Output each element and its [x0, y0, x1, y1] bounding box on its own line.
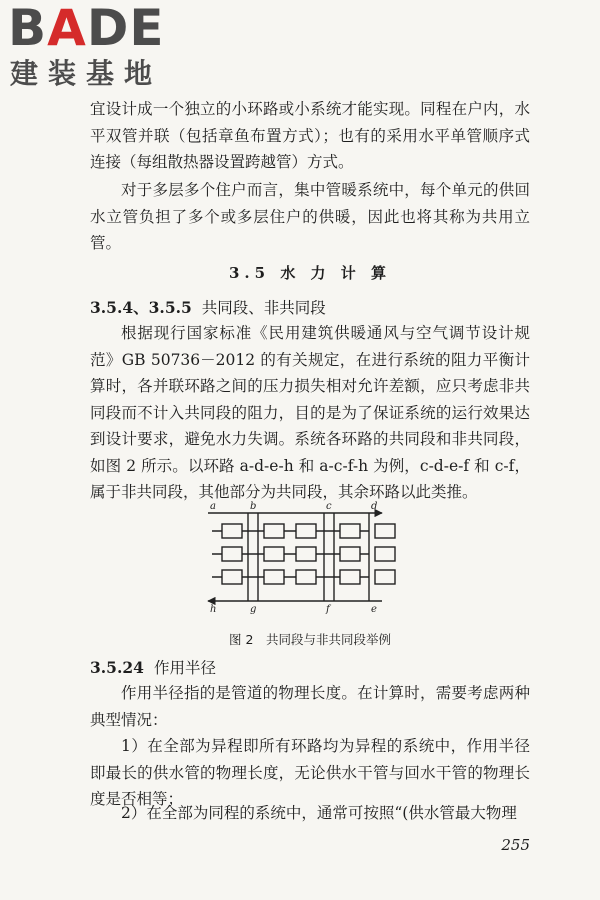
list-item-2: 2）在全部为同程的系统中，通常可按照“(供水管最大物理: [121, 804, 517, 822]
pipe-loop-diagram: [200, 497, 400, 615]
radiator: [264, 547, 284, 561]
section-number: 3.5: [228, 264, 271, 282]
radiator: [340, 547, 360, 561]
radiator: [375, 547, 395, 561]
clause-body-3-5-4: 根据现行国家标准《民用建筑供暖通风与空气调节设计规范》GB 50736－2012 的有关规定，在进行系统的阻力平衡计算时，各并联环路之间的压力损失相对允许差额，应只考虑非共同段而不计入共同段的阻力，目的是为了保证系统的运行效果达到设计要求，避免水力失调。系统各环路的共同段和非共同段，如图 2 所示。以环路 a-d-e-h 和 a-c-f-h 为例，c-d-e-f 和 c-f，属于非共同段，其他部分为共同段，其余环路以此类推。: [90, 324, 530, 501]
radiator: [340, 570, 360, 584]
radiator: [222, 524, 242, 538]
clause-title: 共同段、非共同段: [201, 299, 326, 317]
label-c: c: [326, 501, 332, 512]
section-title: 水 力 计 算: [280, 264, 391, 282]
logo-tagline: 建装基地: [10, 57, 163, 90]
clause-body-3-5-24: 作用半径指的是管道的物理长度。在计算时，需要考虑两种典型情况：: [90, 684, 530, 729]
list-item-1: 1）在全部为异程即所有环路均为异程的系统中，作用半径即最长的供水管的物理长度，无论供水干管与回水干管的物理长度是否相等；: [90, 737, 530, 808]
radiator: [222, 570, 242, 584]
label-f: f: [326, 604, 330, 615]
clause-heading-3-5-4: [90, 295, 530, 321]
intro-paragraph-1: 宜设计成一个独立的小环路或小系统才能实现。同程在户内，水平双管并联（包括章鱼布置方式）；也有的采用水平单管顺序式连接（每组散热器设置跨越管）方式。: [90, 100, 530, 171]
section-heading: [90, 262, 530, 283]
figure-caption: 图 2 共同段与非共同段举例: [229, 632, 391, 647]
logo-wordmark: BADE: [8, 0, 165, 57]
clause-heading-3-5-24: [90, 655, 530, 681]
radiator: [375, 570, 395, 584]
label-b: b: [250, 501, 257, 512]
radiator: [264, 524, 284, 538]
clause-number: 3.5.24: [90, 658, 144, 677]
clause-title: 作用半径: [153, 659, 216, 677]
page-number: 255: [501, 836, 530, 854]
intro-paragraph-2: 对于多层多个住户而言，集中管暖系统中，每个单元的供回水立管负担了多个或多层住户的供暖，因此也将其称为共用立管。: [90, 181, 530, 252]
clause-number: 3.5.4、3.5.5: [90, 298, 192, 317]
label-e: e: [371, 604, 377, 615]
label-h: h: [210, 604, 217, 615]
radiator: [264, 570, 284, 584]
radiator: [296, 570, 316, 584]
publisher-logo: [8, 2, 178, 92]
radiator: [296, 547, 316, 561]
label-d: d: [371, 501, 378, 512]
radiator: [375, 524, 395, 538]
radiator: [340, 524, 360, 538]
label-a: a: [210, 501, 216, 512]
radiator: [296, 524, 316, 538]
radiator: [222, 547, 242, 561]
label-g: g: [250, 604, 257, 615]
